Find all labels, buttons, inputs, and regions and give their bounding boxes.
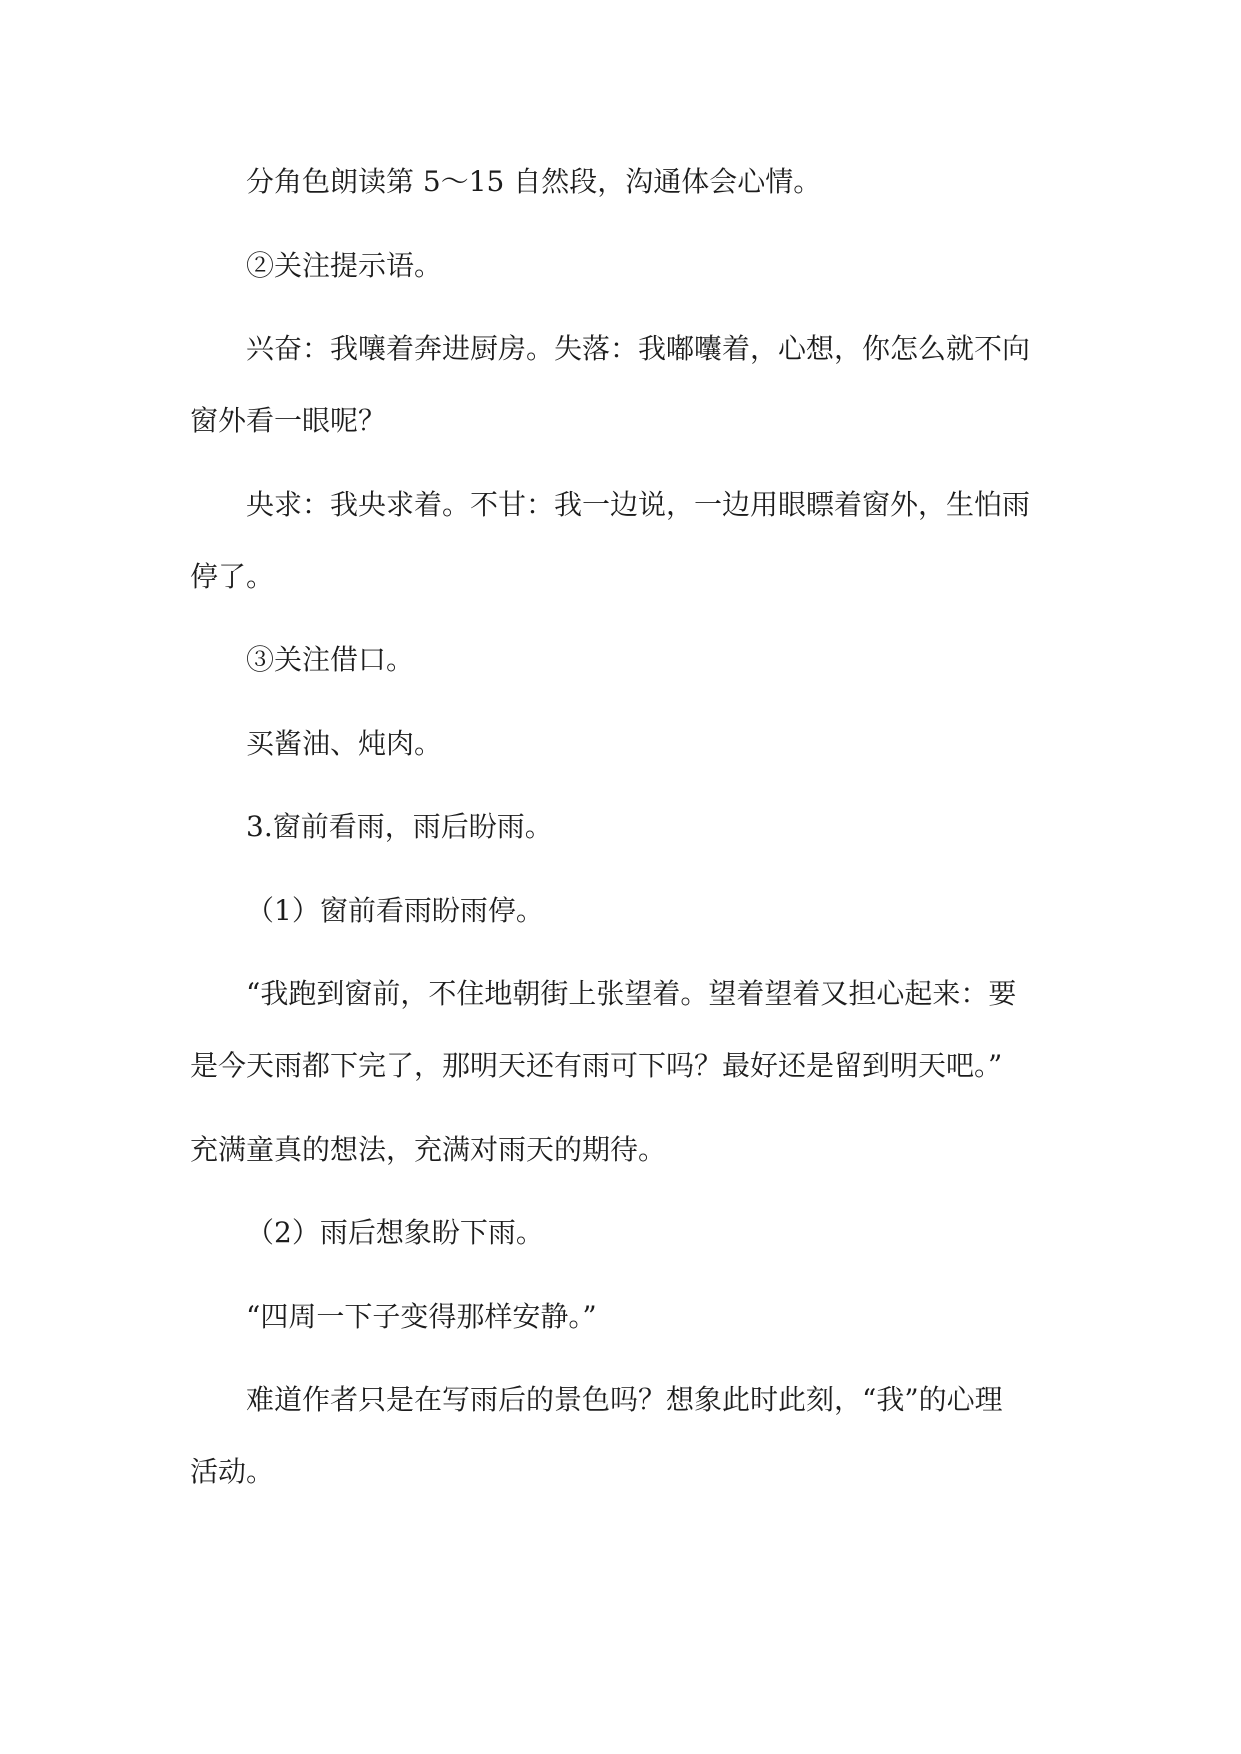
text-line: 活动。 — [190, 1455, 275, 1488]
subheading-2 — [190, 1197, 1070, 1269]
paragraph-prompt-words — [190, 230, 1070, 302]
section-heading-3 — [190, 791, 1070, 863]
text-line: 3.窗前看雨，雨后盼雨。 — [246, 810, 553, 843]
paragraph-soy-sauce — [190, 708, 1070, 780]
text-line: ②关注提示语。 — [246, 248, 443, 282]
text-line: 分角色朗读第 5～15 自然段，沟通体会心情。 — [246, 165, 822, 198]
text-line: 难道作者只是在写雨后的景色吗？想象此时此刻，“我”的心理 — [246, 1383, 1003, 1416]
paragraph-childlike-thoughts — [190, 1114, 1070, 1186]
paragraph-role-reading — [190, 146, 1070, 218]
text-line: 充满童真的想法，充满对雨天的期待。 — [190, 1132, 667, 1166]
subheading-1 — [190, 875, 1070, 947]
text-line: “我跑到窗前，不住地朝街上张望着。望着望着又担心起来：要 — [246, 977, 1017, 1010]
text-line: 兴奋：我嚷着奔进厨房。失落：我嘟囔着，心想，你怎么就不向 — [246, 332, 1031, 365]
text-line: 停了。 — [190, 559, 275, 593]
text-line: 是今天雨都下完了，那明天还有雨可下吗？最好还是留到明天吧。” — [190, 1049, 1003, 1082]
paragraph-pleading-unwilling — [190, 469, 1070, 613]
paragraph-quote-quiet — [190, 1281, 1070, 1353]
text-line: 买酱油、炖肉。 — [246, 726, 443, 760]
text-line: （2）雨后想象盼下雨。 — [246, 1216, 544, 1249]
paragraph-excited-disappointed — [190, 313, 1070, 457]
text-line: （1）窗前看雨盼雨停。 — [246, 893, 544, 927]
text-line: ③关注借口。 — [246, 643, 415, 676]
text-line: 央求：我央求着。不甘：我一边说，一边用眼瞟着窗外，生怕雨 — [246, 487, 1031, 521]
text-line: 窗外看一眼呢？ — [190, 404, 387, 437]
paragraph-question — [190, 1364, 1070, 1508]
paragraph-excuses — [190, 624, 1070, 696]
paragraph-quote-window — [190, 958, 1070, 1102]
text-line: “四周一下子变得那样安静。” — [246, 1299, 597, 1333]
